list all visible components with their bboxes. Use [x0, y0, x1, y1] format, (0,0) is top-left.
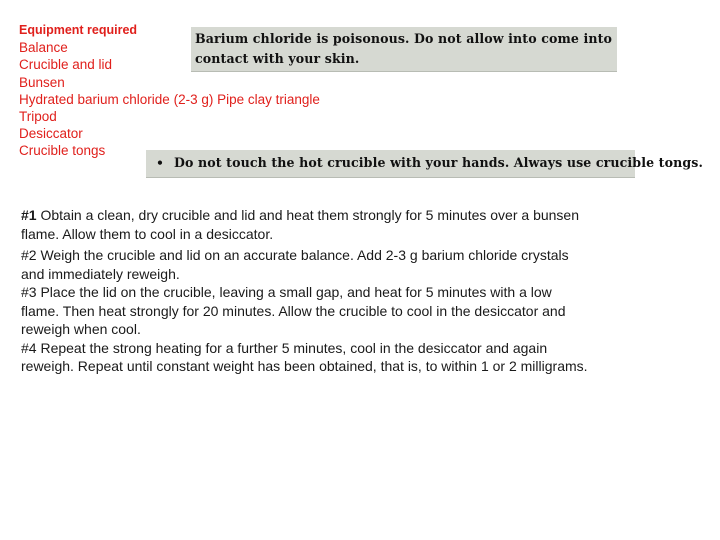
equipment-item: Balance — [19, 40, 68, 56]
step-3: #3 Place the lid on the crucible, leaving a small gap, and heat for 5 minutes with a low flame. Then heat strongly for 20 minutes. Allow the crucible to cool in the desiccator and reweigh when cool. — [21, 284, 566, 337]
equipment-heading: Equipment required — [19, 23, 138, 37]
step-1 — [21, 206, 589, 243]
bullet-icon: • — [156, 156, 164, 170]
poison-warning-text: Barium chloride is poisonous. Do not allow into come into contact with your skin. — [195, 31, 613, 66]
step-4: #4 Repeat the strong heating for a further 5 minutes, cool in the desiccator and again reweigh. Repeat until constant weight has been obtained, that is, to within 1 or 2 milligrams. — [21, 339, 588, 374]
equipment-item: Desiccator — [19, 126, 83, 142]
hot-crucible-warning-box — [146, 150, 703, 178]
hot-crucible-warning-text: Do not touch the hot crucible with your hands. Always use crucible tongs. — [174, 155, 703, 170]
equipment-item: Crucible tongs — [19, 143, 106, 159]
equipment-item: Crucible and lid — [19, 57, 113, 73]
poison-warning-box — [191, 27, 617, 72]
equipment-item: Bunsen — [19, 74, 65, 90]
step-1-text: Obtain a clean, dry crucible and lid and heat them strongly for 5 minutes over a bunsen flame. Allow them to cool in a desiccator. — [21, 207, 579, 242]
steps-2-4 — [21, 246, 589, 376]
equipment-item: Tripod — [19, 109, 57, 125]
equipment-item: Hydrated barium chloride (2-3 g) Pipe clay triangle — [19, 91, 320, 107]
step-2: #2 Weigh the crucible and lid on an accurate balance. Add 2-3 g barium chloride crystals and immediately reweigh. — [21, 247, 569, 282]
step-1-number: #1 — [21, 207, 37, 223]
